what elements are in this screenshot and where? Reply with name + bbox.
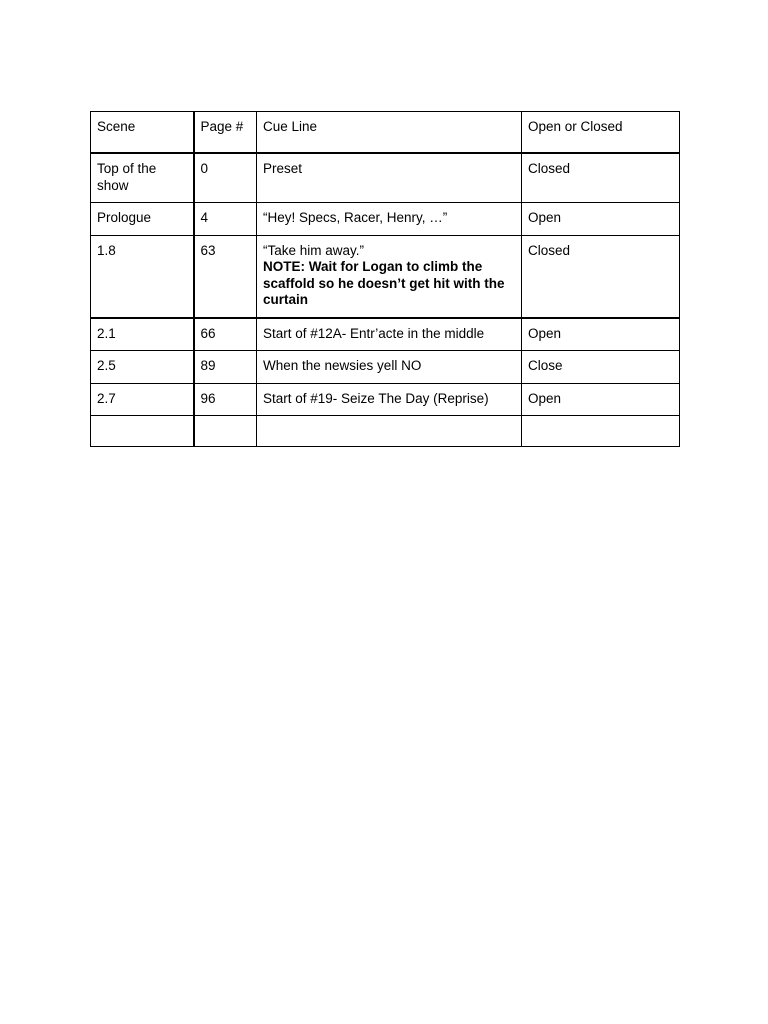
table-header-row xyxy=(91,112,680,154)
cell-scene: 2.7 xyxy=(91,383,194,416)
cue-line-text: “Take him away.” xyxy=(263,242,365,258)
cue-note: NOTE: Wait for Logan to climb the scaffold so he doesn’t get hit with the curtain xyxy=(263,259,505,307)
table-row xyxy=(91,203,680,236)
cell-cue-line: “Hey! Specs, Racer, Henry, …” xyxy=(257,203,522,236)
cell-page-number: 4 xyxy=(194,203,257,236)
cell-cue-line: Start of #12A- Entr’acte in the middle xyxy=(257,318,522,351)
table-row xyxy=(91,153,680,203)
cell-page-number: 89 xyxy=(194,351,257,384)
cell-open-or-closed: Open xyxy=(522,203,680,236)
cue-table xyxy=(90,111,680,447)
header-page-number: Page # xyxy=(194,112,257,154)
header-scene: Scene xyxy=(91,112,194,154)
header-open-or-closed: Open or Closed xyxy=(522,112,680,154)
cell-scene xyxy=(91,416,194,447)
cell-open-or-closed: Closed xyxy=(522,153,680,203)
cell-page-number xyxy=(194,416,257,447)
cell-page-number: 66 xyxy=(194,318,257,351)
cell-cue-line: Preset xyxy=(257,153,522,203)
table-row xyxy=(91,351,680,384)
cell-page-number: 0 xyxy=(194,153,257,203)
cell-open-or-closed xyxy=(522,416,680,447)
cell-cue-line xyxy=(257,235,522,318)
cell-open-or-closed: Close xyxy=(522,351,680,384)
cell-cue-line: Start of #19- Seize The Day (Reprise) xyxy=(257,383,522,416)
cell-scene: Top of the show xyxy=(91,153,194,203)
header-cue-line: Cue Line xyxy=(257,112,522,154)
cell-scene: Prologue xyxy=(91,203,194,236)
table-row xyxy=(91,318,680,351)
cell-cue-line xyxy=(257,416,522,447)
cell-page-number: 96 xyxy=(194,383,257,416)
table-row xyxy=(91,383,680,416)
cell-open-or-closed: Closed xyxy=(522,235,680,318)
table-row xyxy=(91,235,680,318)
cell-page-number: 63 xyxy=(194,235,257,318)
table-row-empty xyxy=(91,416,680,447)
cell-scene: 2.5 xyxy=(91,351,194,384)
cell-scene: 2.1 xyxy=(91,318,194,351)
cell-scene: 1.8 xyxy=(91,235,194,318)
cell-open-or-closed: Open xyxy=(522,318,680,351)
cell-open-or-closed: Open xyxy=(522,383,680,416)
cell-cue-line: When the newsies yell NO xyxy=(257,351,522,384)
